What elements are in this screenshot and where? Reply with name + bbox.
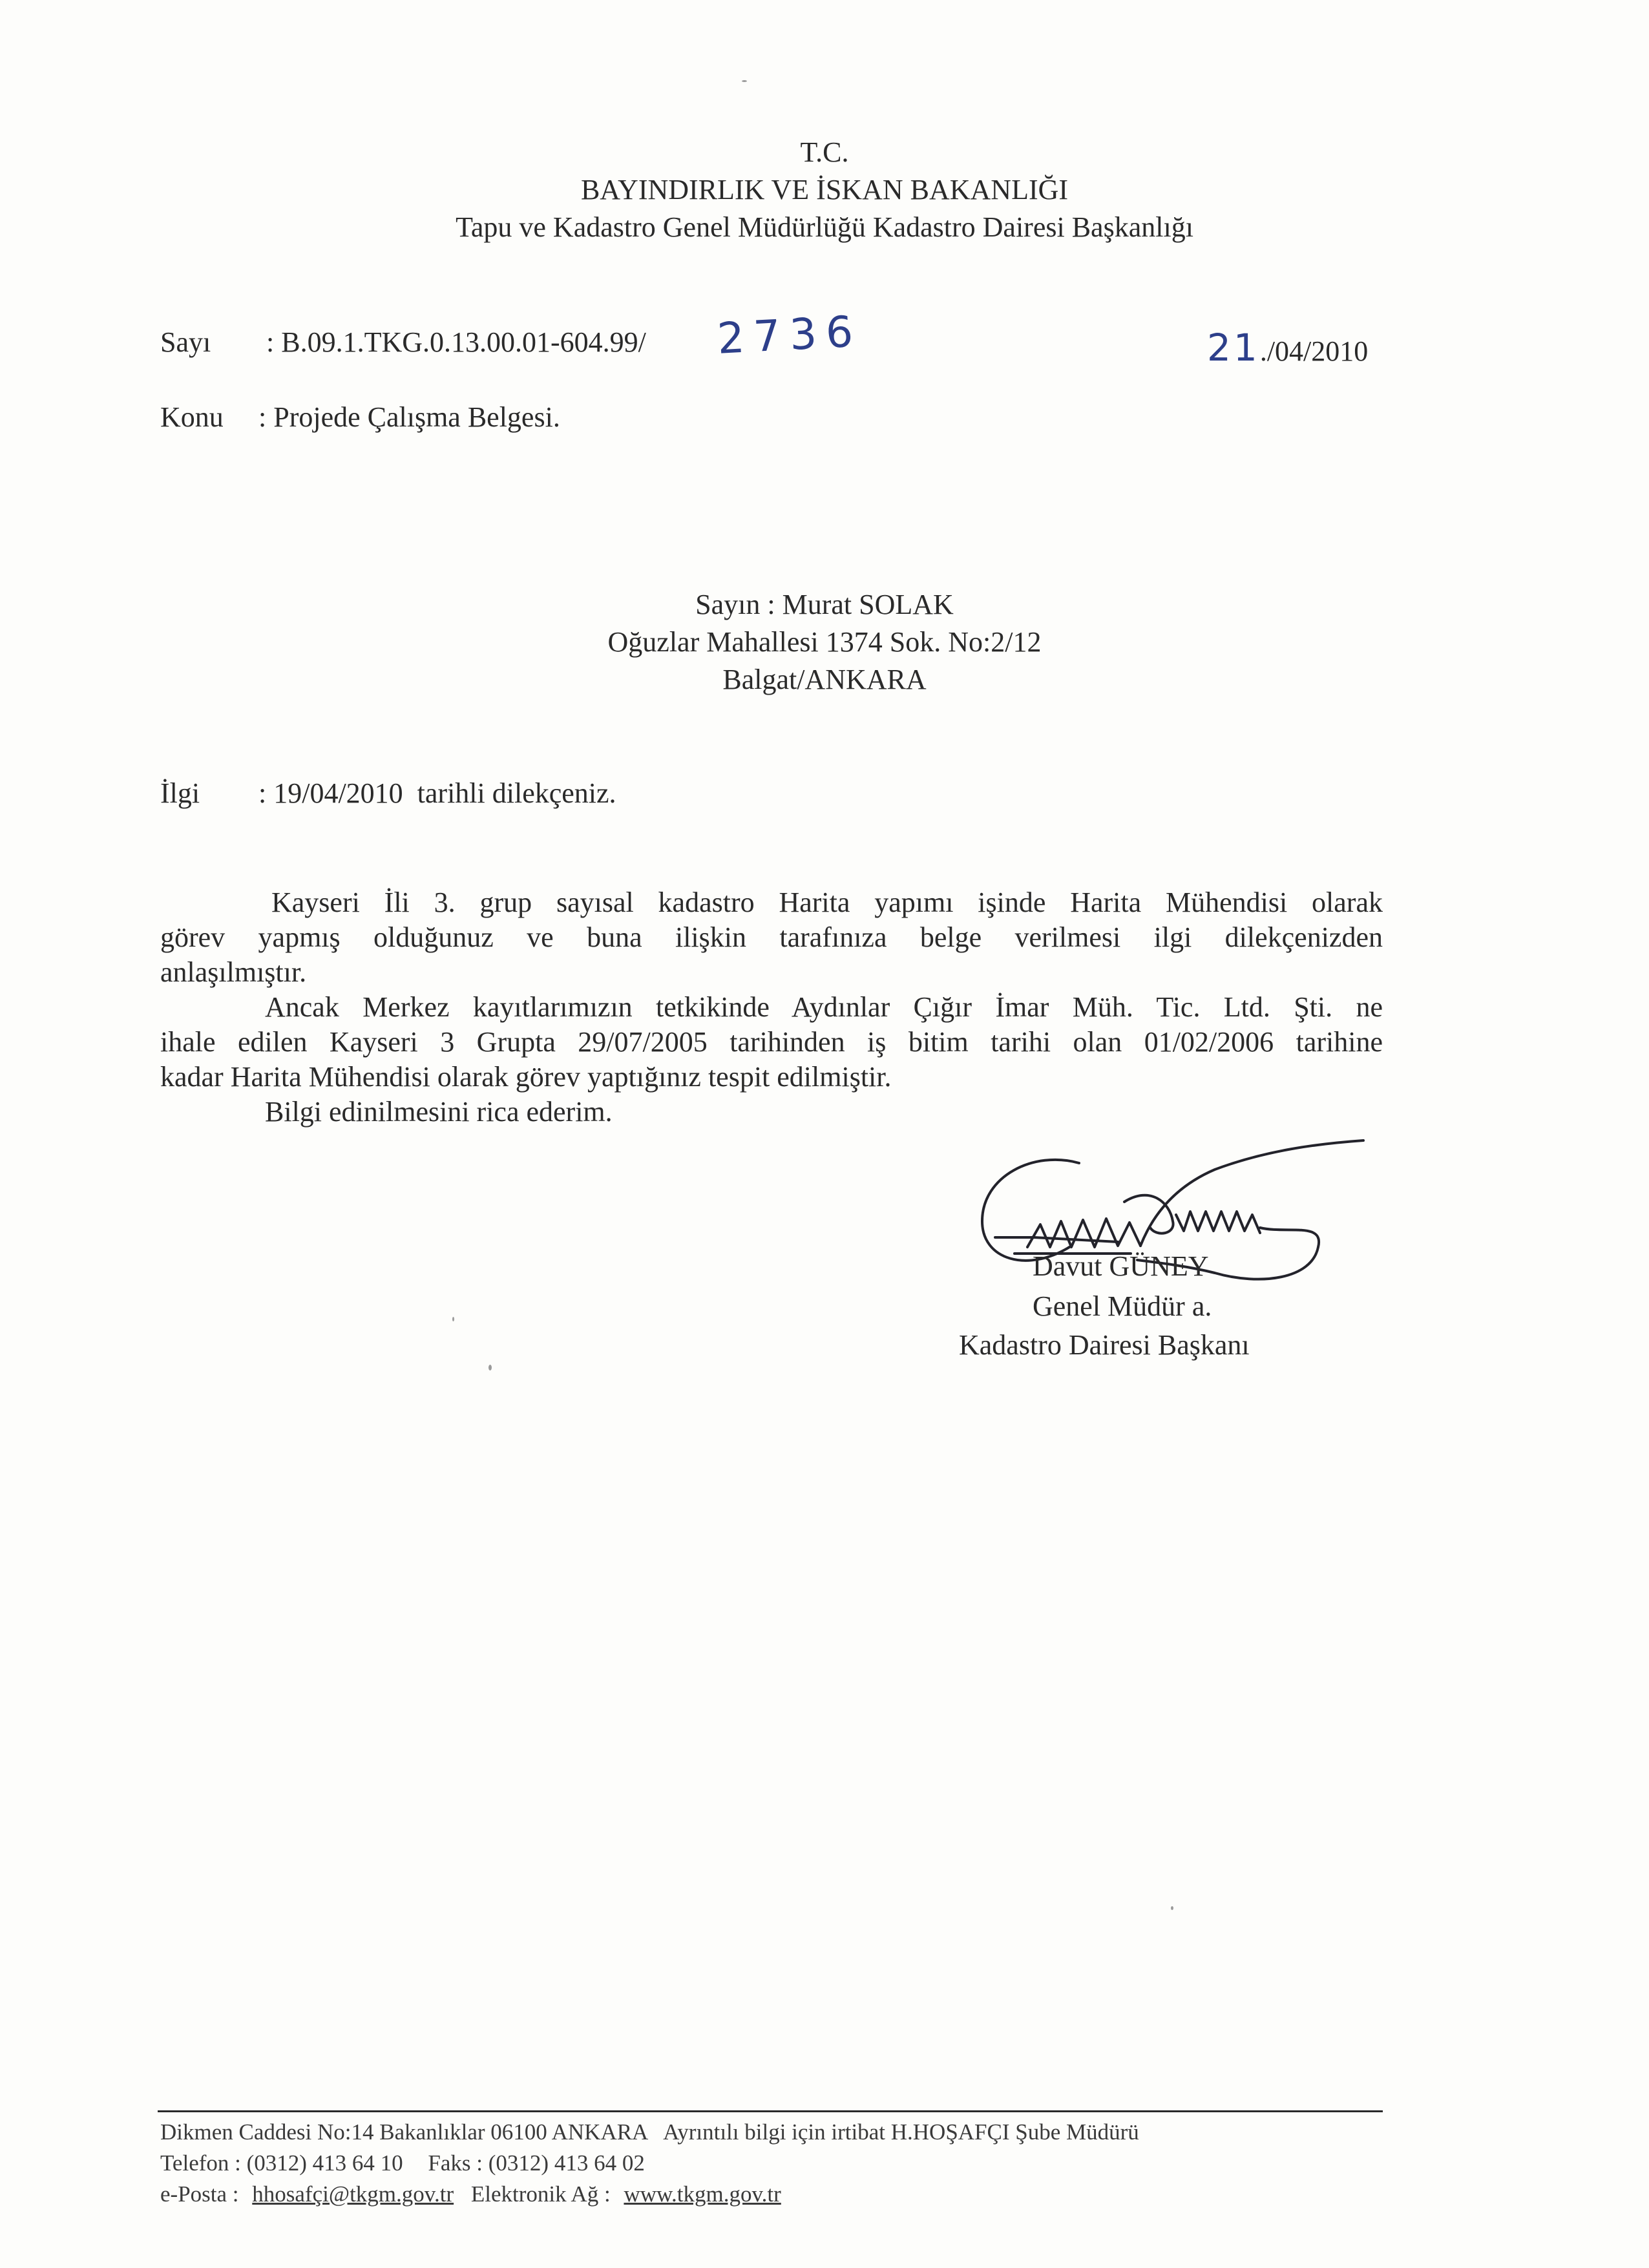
body-p2-line3: kadar Harita Mühendisi olarak görev yaptığınız tespit edilmiştir. [160,1061,892,1093]
date-rest: ./04/2010 [1259,335,1369,367]
footer-faks: Faks : (0312) 413 64 02 [428,2150,645,2176]
scan-speck [452,1317,454,1321]
signer-title: Genel Müdür a. [1033,1290,1212,1322]
footer-telefon: Telefon : (0312) 413 64 10 [160,2150,403,2176]
footer-email-link[interactable]: hhosafçi@tkgm.gov.tr [252,2181,454,2207]
footer-address: Dikmen Caddesi No:14 Bakanlıklar 06100 ANKARA [160,2119,647,2145]
header-department: Tapu ve Kadastro Genel Müdürlüğü Kadastro Dairesi Başkanlığı [456,211,1193,243]
date-handwritten-day: 21 [1207,326,1260,370]
recipient-name: Sayın : Murat SOLAK [695,589,954,620]
scan-speck [488,1365,492,1370]
body-p1-line1: Kayseri İli 3. grup sayısal kadastro Harita yapımı işinde Harita Mühendisi olarak [271,887,1383,918]
sayi-value: : B.09.1.TKG.0.13.00.01-604.99/ [266,326,646,358]
footer-divider [158,2110,1383,2112]
konu-label: Konu [160,401,224,433]
header-tc: T.C. [800,136,849,168]
footer-ag-label: Elektronik Ağ : [470,2181,611,2207]
footer-eposta-label: e-Posta : [160,2181,239,2207]
header-ministry: BAYINDIRLIK VE İSKAN BAKANLIĞI [580,174,1069,205]
body-p1-line2: görev yapmış olduğunuz ve buna ilişkin tarafınıza belge verilmesi ilgi dilekçenizden [160,921,1383,953]
footer-line2 [160,2148,645,2179]
ilgi-label: İlgi [160,777,200,809]
recipient-address: Oğuzlar Mahallesi 1374 Sok. No:2/12 [607,626,1042,658]
footer-line3 [160,2179,781,2210]
footer-line1 [160,2117,1139,2148]
sayi-handwritten-number: 2736 [716,306,863,364]
document-date [1207,326,1368,370]
konu-value: : Projede Çalışma Belgesi. [258,401,560,433]
body-p2-line1: Ancak Merkez kayıtlarımızın tetkikinde Aydınlar Çığır İmar Müh. Tic. Ltd. Şti. ne [265,991,1383,1023]
body-p3: Bilgi edinilmesini rica ederim. [265,1096,613,1128]
footer-website-link[interactable]: www.tkgm.gov.tr [624,2181,781,2207]
recipient-city: Balgat/ANKARA [722,664,927,695]
signer-name: Davut GÜNEY [1033,1250,1209,1282]
scan-speck [1171,1906,1173,1910]
footer-contact: Ayrıntılı bilgi için irtibat H.HOŞAFÇI Şube Müdürü [663,2119,1139,2145]
sayi-label: Sayı [160,326,211,358]
signer-department: Kadastro Dairesi Başkanı [959,1329,1250,1361]
scan-speck [742,80,747,82]
body-p2-line2: ihale edilen Kayseri 3 Grupta 29/07/2005 tarihinden iş bitim tarihi olan 01/02/2006 tarihine [160,1026,1383,1058]
body-p1-line3: anlaşılmıştır. [160,956,307,988]
ilgi-value: : 19/04/2010 tarihli dilekçeniz. [258,777,616,809]
